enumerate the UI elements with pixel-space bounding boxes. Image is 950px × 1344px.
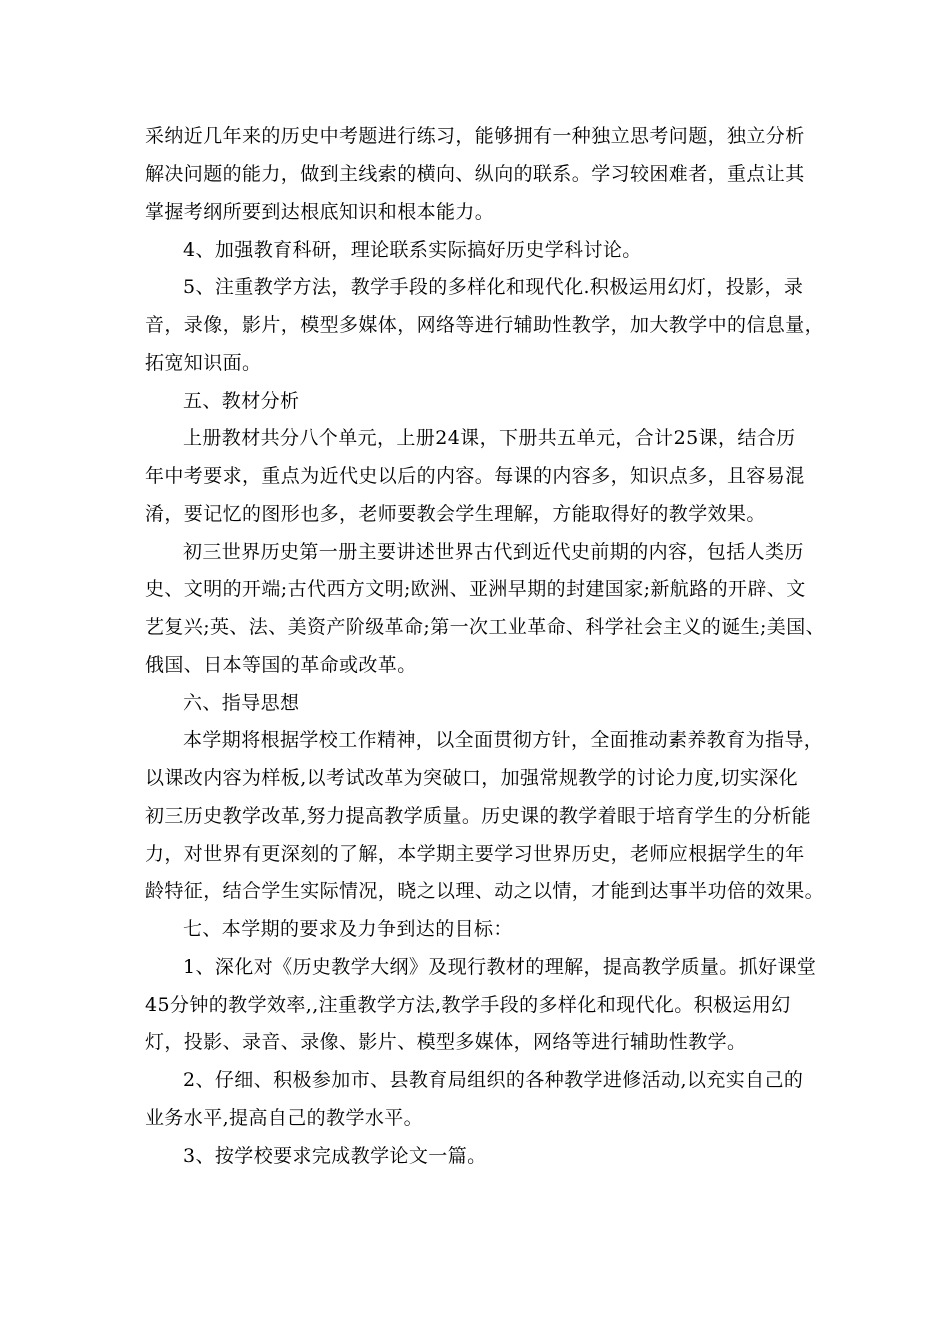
text-line: 力，对世界有更深刻的了解，本学期主要学习世界历史，老师应根据学生的年 bbox=[145, 843, 805, 865]
text-line: 初三历史教学改革,努力提高教学质量。历史课的教学着眼于培育学生的分析能 bbox=[145, 805, 812, 827]
list-item: 3、按学校要求完成教学论文一篇。 bbox=[183, 1145, 487, 1167]
text-line: 以课改内容为样板,以考试改革为突破口，加强常规教学的讨论力度,切实深化 bbox=[145, 767, 799, 789]
text-line: 史、文明的开端;古代西方文明;欧洲、亚洲早期的封建国家;新航路的开辟、文 bbox=[145, 578, 806, 600]
list-item: 4、加强教育科研，理论联系实际搞好历史学科讨论。 bbox=[183, 239, 642, 261]
list-item: 5、注重教学方法，教学手段的多样化和现代化.积极运用幻灯，投影，录 bbox=[183, 276, 804, 298]
text-line: 本学期将根据学校工作精神，以全面贯彻方针，全面推动素养教育为指导， bbox=[183, 729, 824, 751]
section-heading: 六、指导思想 bbox=[183, 692, 300, 714]
text-line: 艺复兴;英、法、美资产阶级革命;第一次工业革命、科学社会主义的诞生;美国、 bbox=[145, 616, 826, 638]
text-line: 采纳近几年来的历史中考题进行练习，能够拥有一种独立思考问题，独立分析 bbox=[145, 125, 805, 147]
list-item: 2、仔细、积极参加市、县教育局组织的各种教学进修活动,以充实自己的 bbox=[183, 1069, 804, 1091]
list-item: 1、深化对《历史教学大纲》及现行教材的理解，提高教学质量。抓好课堂 bbox=[183, 956, 817, 978]
section-heading: 七、本学期的要求及力争到达的目标： bbox=[183, 918, 513, 940]
text-line: 拓宽知识面。 bbox=[145, 352, 262, 374]
text-line: 初三世界历史第一册主要讲述世界古代到近代史前期的内容，包括人类历 bbox=[183, 541, 804, 563]
text-line: 灯，投影、录音、录像、影片、模型多媒体，网络等进行辅助性教学。 bbox=[145, 1031, 747, 1053]
section-heading: 五、教材分析 bbox=[183, 390, 300, 412]
text-line: 俄国、日本等国的革命或改革。 bbox=[145, 654, 417, 676]
text-line: 掌握考纲所要到达根底知识和根本能力。 bbox=[145, 201, 495, 223]
text-line: 淆，要记忆的图形也多，老师要教会学生理解，方能取得好的教学效果。 bbox=[145, 503, 766, 525]
text-line: 解决问题的能力，做到主线索的横向、纵向的联系。学习较困难者，重点让其 bbox=[145, 163, 805, 185]
text-line: 年中考要求，重点为近代史以后的内容。每课的内容多，知识点多，且容易混 bbox=[145, 465, 805, 487]
text-line: 上册教材共分八个单元，上册24课，下册共五单元，合计25课，结合历 bbox=[183, 427, 796, 449]
text-line: 龄特征，结合学生实际情况，晓之以理、动之以情，才能到达事半功倍的效果。 bbox=[145, 880, 825, 902]
text-line: 音，录像，影片，模型多媒体，网络等进行辅助性教学，加大教学中的信息量， bbox=[145, 314, 825, 336]
text-line: 业务水平,提高自己的教学水平。 bbox=[145, 1107, 424, 1129]
text-line: 45分钟的教学效率,,注重教学方法,教学手段的多样化和现代化。积极运用幻 bbox=[145, 994, 791, 1016]
